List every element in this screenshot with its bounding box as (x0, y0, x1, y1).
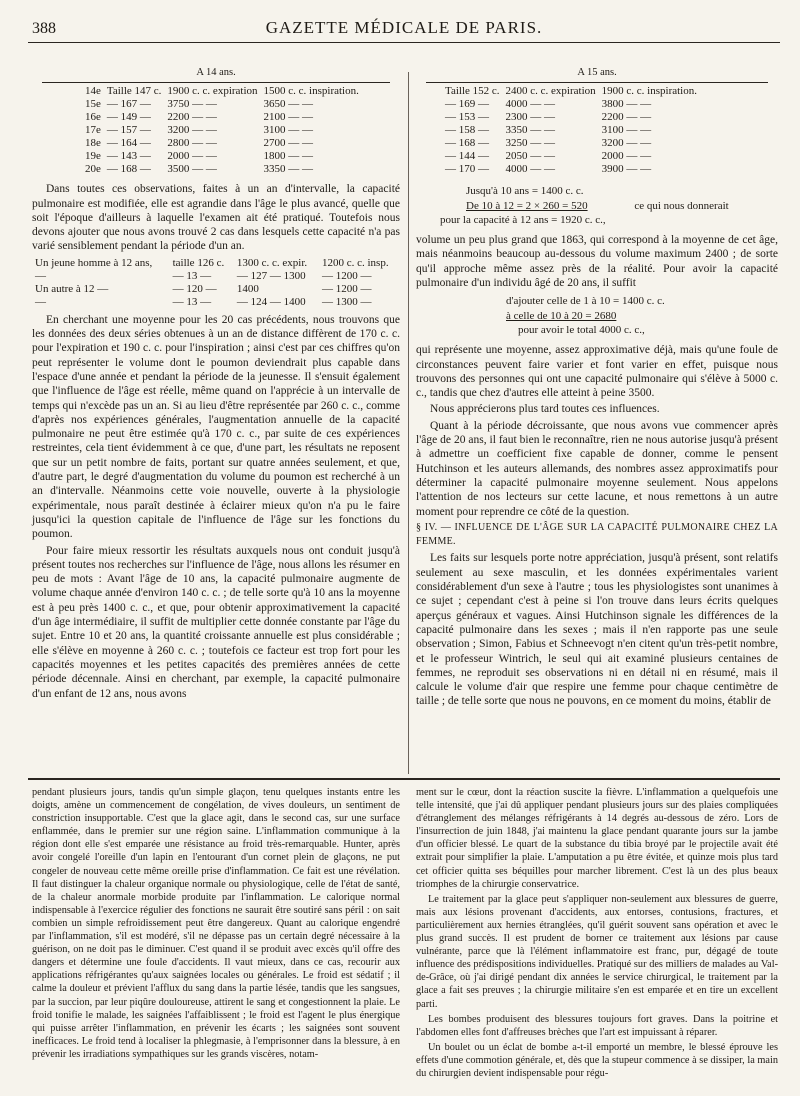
table-cell: Taille 152 c. (445, 85, 500, 98)
table-cell: — 143 — (106, 150, 151, 163)
table-cell: — 124 — 1400 (236, 295, 306, 308)
column-divider (408, 72, 409, 774)
table-cell: 1500 c. c. inspiration. (263, 85, 359, 98)
calc-line: d'ajouter celle de 1 à 10 = 1400 c. c. (506, 295, 665, 308)
table-cell: 4000 — — (505, 98, 556, 111)
table-cell: 1200 c. c. insp. (321, 256, 389, 269)
cases-table (32, 257, 400, 309)
table-row (82, 150, 362, 163)
table-cell: 2800 — — (167, 137, 217, 150)
table-row (32, 270, 400, 283)
table-cell: 3650 — — (263, 98, 314, 111)
calc-line: pour la capacité à 12 ans = 1920 c. c., (440, 213, 606, 226)
table-cell: 3200 — — (601, 137, 652, 150)
table-cell: 3200 — — (167, 124, 217, 137)
table-cell: Un autre à 12 — (35, 282, 109, 295)
table-cell: — 13 — (172, 269, 212, 282)
paragraph: volume un peu plus grand que 1863, qui correspond à la moyenne de cet âge, mais néanmoins beaucoup au-dessous du volume maximum 2400 ; de sorte qu'il approche même assez près de la réalité. Pour avoir la capacité pulmonaire d'un individu âgé de 20 ans, il suffit (416, 234, 778, 290)
table-row (442, 124, 700, 137)
table-cell: 1300 c. c. expir. (236, 256, 308, 269)
table-cell: Taille 147 c. (106, 85, 162, 98)
table-cell: 3250 — — (505, 137, 556, 150)
journal-title: GAZETTE MÉDICALE DE PARIS. (265, 18, 543, 37)
table-row (442, 163, 700, 176)
table-cell: 2200 — — (601, 111, 652, 124)
table-cell: 3100 — — (601, 124, 652, 137)
table-cell: — (35, 295, 46, 308)
table-cell: — 144 — (445, 150, 489, 163)
table-cell: — 153 — (445, 111, 489, 124)
table-cell: — 13 — (172, 295, 212, 308)
table-cell: 16e (85, 111, 101, 124)
table-cell: 1900 c. c. inspiration. (601, 85, 697, 98)
table-cell: 15e (85, 98, 101, 111)
calc-line: De 10 à 12 = 2 × 260 = 520 (466, 199, 588, 212)
table-row (82, 85, 362, 98)
paragraph: Le traitement par la glace peut s'appliquer non-seulement aux blessures de guerre, mais aux lésions provenant d'accidents, aux entorses, contusions, fractures, et particulièrement aux hernies étranglées, qu'il guérit souvent sans opération et avec le plus grand succès. Il est prudent de borner ce traitement aux lésions par cause vulnérante, parce que là l'élément inflammatoire est franc, pur, dégagé de toute influence des prédispositions individuelles. Pratiqué sur des milliers de malades au Val-de-Grâce, où j'ai dirigé pendant dix années le service chirurgical, le traitement par la glace a fait ses preuves ; la chirurgie militaire s'en est emparée et en tire un excellent parti. (416, 893, 778, 1010)
table-cell: 20e (85, 163, 101, 176)
page-header (28, 14, 780, 43)
bottom-right-column (416, 786, 778, 1082)
calculation-2 (506, 294, 778, 337)
right-column (416, 62, 778, 711)
table-cell: — 158 — (445, 124, 489, 137)
table-cell: — 164 — (106, 137, 151, 150)
table-row (82, 124, 362, 137)
table-row (82, 163, 362, 176)
table-cell: 2200 — — (167, 111, 217, 124)
newspaper-page (28, 14, 780, 1088)
paragraph: Quant à la période décroissante, que nous avons vue commencer après l'âge de 20 ans, il faut bien le reconnaître, rien ne nous autorise jusqu'à présent à admettre un coefficient fixe capable de donner, comme le pensent Hutchinson et les auteurs allemands, des nombres assez approximatifs pour déterminer la capacité pulmonaire moyenne seulement. Nous appelons l'attention de nos lecteurs sur cette lacune, et nous remettons à un autre moment pour reprendre ce côté de la question. (416, 419, 778, 518)
table-row (82, 98, 362, 111)
table-cell: 2000 — — (167, 150, 217, 163)
paragraph: pendant plusieurs jours, tandis qu'un simple glaçon, tenu quelques instants entre les doigts, amène un commencement de congélation, de vives douleurs, un sentiment de constriction insupportable. C'est que la glace agit, dans le second cas, sur une surface enflammée, dans le premier sur une région saine. L'inflammation communique à la région dont elle s'est emparée une résistance au froid très-remarquable. Hunter, après avoir congelé l'oreille d'un lapin en l'entourant d'un cornet plein de glaçons, ne put congeler de nouveau cette même oreille prise d'inflammation. Ce fait est une révélation. Il faut distinguer la chaleur organique normale ou physiologique, celle de l'état de santé, de la chaleur anormale morbide produite par l'inflammation. Le calorique normal indispensable à l'exercice régulier des fonctions ne saurait être soutiré sans péril : on sait combien un simple refroidissement peut être dangereux. Quant au calorique engendré par l'inflammation, s'il est modéré, s'il ne dépasse pas un certain degré nécessaire à la guérison, on ne doit pas le diminuer. C'est quand il se produit avec excès qu'il offre des dangers et détermine une foule d'accidents. Il vaut mieux, dans ce cas, recourir aux applications réfrigérantes qu'aux saignées locales ou générales. Le froid est sédatif ; il calme la douleur et prévient l'afflux du sang dans la partie lésée, tandis que les sangsues, par la succion, par leur piqûre douloureuse, attirent le sang et congestionnent la plaie. Le froid tonifie le malade, les saignées l'affaiblissent ; le froid est l'agent le plus énergique qui puisse arrêter l'inflammation, en prévenir les écarts ; les saignées sont souvent inefficaces. Le froid tend à localiser la phlegmasie, à l'emprisonner dans la blessure, à en prévenir les irradiations sympathiques sur les grands viscères, notam- (32, 787, 400, 1060)
table-cell: 3350 — — (263, 163, 314, 176)
table-rule (426, 82, 768, 83)
table-row (82, 137, 362, 150)
table-row (32, 257, 400, 270)
table-row (442, 150, 700, 163)
paragraph: En cherchant une moyenne pour les 20 cas précédents, nous trouvons que les données des deux séries obtenues à un an de distance diffèrent de 170 c. c. pour l'expiration et 190 c. c. pour l'inspiration ; ainsi c'est par ces chiffres qu'on peut représenter le volume dont le poumon deviendrait plus capable dans l'espace d'une année et pendant la période de la jeunesse. Il s'ensuit également que l'influence de l'âge est réelle, même quand on l'apprécie à un intervalle de temps qui n'excède pas un an. Si au lieu d'être représentée par 260 c. c., comme d'après nos expériences générales, l'augmentation annuelle de la capacité pulmonaire ne peut être estimée qu'à 170 c. c., par suite de ces expériences restreintes, cela tient évidemment à ce que, d'une part, les résultats ne reposent que sur un petit nombre de faits, portant sur quatre années seulement, et que, d'autre part, le degré d'augmentation du volume du poumon est recherché à un an d'intervalle. Néanmoins cette voie nouvelle, ouverte à la physiologie expérimentale, nous paraît destinée à éclairer mieux qu'on n'a pu le faire jusqu'ici la question capitale de l'influence de l'âge sur les fonctions du poumon. (32, 313, 400, 541)
paragraph: Les bombes produisent des blessures toujours fort graves. Dans la poitrine et l'abdomen elles font d'affreuses brèches que l'art est impuissant à réparer. (416, 1013, 778, 1038)
section-title: § IV. — INFLUENCE DE L'ÂGE SUR LA CAPACITÉ PULMONAIRE CHEZ LA FEMME. (416, 521, 778, 548)
table-cell: — 127 — 1300 (236, 269, 306, 282)
table-15-heading: A 15 ans. (577, 67, 617, 78)
table-cell: 2700 — — (263, 137, 314, 150)
table-cell: 2400 c. c. expiration (505, 85, 596, 98)
table-row (442, 137, 700, 150)
table-cell: — 157 — (106, 124, 151, 137)
paragraph: Dans toutes ces observations, faites à un an d'intervalle, la capacité pulmonaire est modifiée, elle est agrandie dans l'âge le plus avancé, quelle que soit l'époque d'ailleurs à laquelle l'examen ait été pratiqué. Toutefois nous devons ajouter que nous avons trouvé 2 cas dans lesquels cette capacité n'a pas varié sensiblement pendant la période d'un an. (32, 183, 400, 253)
left-column (32, 62, 400, 703)
table-cell: Un jeune homme à 12 ans, (35, 256, 153, 269)
table-cell: 1800 — — (263, 150, 314, 163)
table-cell: 3800 — — (601, 98, 652, 111)
paragraph: ment sur le cœur, dont la réaction suscite la fièvre. L'inflammation a quelquefois une telle intensité, que j'ai dû appliquer pendant plusieurs jours sur des plaies compliquées d'étranglement des mélanges réfrigérants à 14 degrés au-dessous de zéro. Lors de l'insurrection de juin 1848, j'ai maintenu la glace pendant quarante jours sur la jambe d'un officier blessé. Le quart de la substance du tibia broyé par le projectile avait été extrait pour simplifier la plaie. L'amputation a pu être évitée, et quinze mois plus tard cet officier quitta ses béquilles pour marcher librement. C'est là un des plus beaux triomphes de la chirurgie conservatrice. (416, 787, 778, 890)
table-cell: — 1300 — (321, 295, 372, 308)
table-cell: 19e (85, 150, 101, 163)
table-cell: 2100 — — (263, 111, 314, 124)
table-14 (82, 85, 362, 176)
page-number: 388 (32, 20, 56, 37)
section-rule (28, 778, 780, 780)
table-cell: — (35, 269, 46, 282)
table-cell: 3750 — — (167, 98, 217, 111)
table-row (442, 85, 700, 98)
calc-line: ce qui nous donnerait (634, 199, 729, 212)
table-cell: 3500 — — (167, 163, 217, 176)
paragraph: Nous apprécierons plus tard toutes ces influences. (430, 403, 660, 416)
table-row (442, 111, 700, 124)
table-cell: — 169 — (445, 98, 489, 111)
calc-line: Jusqu'à 10 ans = 1400 c. c. (466, 185, 584, 198)
table-rule (42, 82, 390, 83)
table-cell: — 168 — (106, 163, 151, 176)
table-cell: 2050 — — (505, 150, 556, 163)
table-cell: 4000 — — (505, 163, 556, 176)
calc-line: pour avoir le total 4000 c. c., (518, 323, 645, 336)
table-cell: — 167 — (106, 98, 151, 111)
table-row (32, 283, 400, 296)
table-cell: — 149 — (106, 111, 151, 124)
table-cell: 2300 — — (505, 111, 556, 124)
table-cell: 1900 c. c. expiration (167, 85, 258, 98)
table-cell: — 170 — (445, 163, 489, 176)
table-cell: 3350 — — (505, 124, 556, 137)
bottom-left-column (32, 786, 400, 1063)
table-row (442, 98, 700, 111)
table-cell: 3100 — — (263, 124, 314, 137)
table-cell: — 168 — (445, 137, 489, 150)
table-cell: — 1200 — (321, 269, 372, 282)
paragraph: Un boulet ou un éclat de bombe a-t-il emporté un membre, le blessé éprouve les effets d'une commotion générale, et, dès que la stupeur commence à se dissiper, la main du chirurgien devient indispensable pour régu- (416, 1041, 778, 1079)
table-cell: 3900 — — (601, 163, 652, 176)
paragraph: Pour faire mieux ressortir les résultats auxquels nous ont conduit jusqu'à présent toutes nos recherches sur l'influence de l'âge, nous allons les résumer en peu de mots : Avant l'âge de 10 ans, la capacité pulmonaire augmente de volume chaque année d'environ 140 c. c. ; de telle sorte qu'à 10 ans la moyenne est à peu près 1400 c. c., et que, pour obtenir approximativement la capacité d'un âge intermédiaire, il suffit de multiplier cette donnée constante par l'âge du sujet. Entre 10 et 20 ans, la quantité croissante annuelle est plus considérable ; elle s'élève en moyenne à 260 c. c. ; toutefois ce facteur est trop fort pour les capacités moyennes et les petites capacités des premières années de cette période décennale. Ainsi en cherchant, par exemple, la capacité pulmonaire d'un enfant de 12 ans, nous avons (32, 544, 400, 700)
table-cell: 2000 — — (601, 150, 652, 163)
table-14-heading: A 14 ans. (196, 67, 236, 78)
calculation-1 (440, 184, 778, 227)
paragraph: qui représente une moyenne, assez approximative déjà, mais qu'une foule de circonstances peuvent faire varier et font varier en effet, puisque nous trouvons des personnes qui ont une capacité pulmonaire qui s'élève à 5000 c. c., tandis que chez d'autres elle atteint à peine 3500. (416, 344, 778, 400)
table-15 (442, 85, 700, 176)
table-cell: — 120 — (172, 282, 217, 295)
table-row (82, 111, 362, 124)
table-row (32, 296, 400, 309)
calc-line: à celle de 10 à 20 = 2680 (506, 309, 617, 322)
table-cell: — 1200 — (321, 282, 372, 295)
paragraph: Les faits sur lesquels porte notre appréciation, jusqu'à présent, sont relatifs seulement au sexe masculin, et les données expérimentales varient considérablement d'un sexe à l'autre ; tous les physiologistes sont unanimes à ce sujet ; cependant c'est à peine si l'on trouve dans leurs écrits quelques aperçus généraux et vagues. Ainsi Hutchinson signale les différences de la capacité pulmonaire dans les sexes ; mais il n'en rapporte pas une seule observation ; Simon, Fabius et Schneevogt n'en citent qu'un très-petit nombre, et le professeur Wintrich, le seul qui ait examiné plusieurs centaines de femmes, ne reproduit ses observations ni en détail ni en résumé, mais il calcule le volume d'air que respire une femme pour chaque centimètre de taille ; de telle sorte que nous ne pouvons, en ce moment du moins, établir de (416, 552, 778, 708)
table-cell: 14e (85, 85, 101, 98)
table-cell: 17e (85, 124, 101, 137)
table-cell: 18e (85, 137, 101, 150)
table-cell: 1400 (236, 282, 259, 295)
table-cell: taille 126 c. (172, 256, 225, 269)
